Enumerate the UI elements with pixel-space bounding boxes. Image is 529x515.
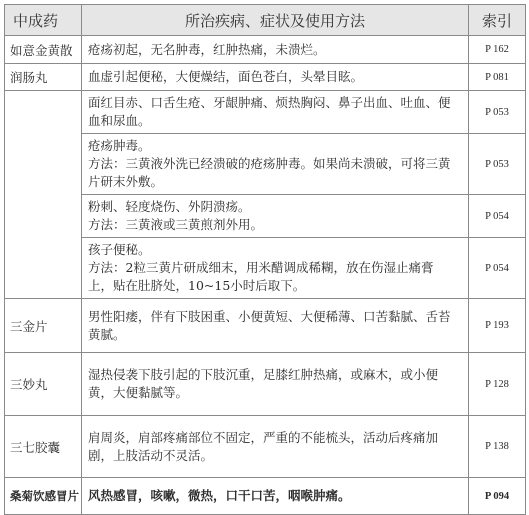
description-line: 片研末外敷。	[88, 174, 164, 189]
medicine-description	[82, 36, 469, 64]
medicine-description	[82, 299, 469, 353]
table-row	[5, 299, 526, 353]
medicine-table	[4, 4, 526, 515]
medicine-description	[82, 91, 469, 134]
description-line: 血虚引起便秘，大便燥结，面色苍白，头晕目眩。	[88, 69, 364, 84]
header-description: 所治疾病、症状及使用方法	[82, 5, 469, 36]
medicine-name: 三七胶囊	[5, 416, 82, 478]
table-row	[5, 478, 526, 515]
medicine-description	[82, 416, 469, 478]
medicine-description	[82, 195, 469, 238]
index-ref: P 054	[469, 195, 526, 238]
header-index: 索引	[469, 5, 526, 36]
medicine-name: 如意金黄散	[5, 36, 82, 64]
medicine-description	[82, 478, 469, 515]
table-row	[5, 353, 526, 416]
description-line: 孩子便秘。	[88, 242, 151, 257]
description-line: 肩周炎，肩部疼痛部位不固定，严重的不能梳头，活动后疼痛加	[88, 429, 439, 445]
description-line: 剧，上肢活动不灵活。	[88, 447, 214, 463]
table-row	[5, 416, 526, 478]
table-body	[5, 36, 526, 515]
index-ref: P 162	[469, 36, 526, 64]
medicine-description	[82, 238, 469, 299]
table-row	[5, 91, 526, 134]
index-ref: P 053	[469, 134, 526, 195]
description-line: 面红目赤、口舌生疮、牙龈肿痛、烦热胸闷、鼻子出血、吐血、便	[88, 95, 451, 110]
description-line: 方法：2粒三黄片研成细末，用米醋调成稀糊，放在伤湿止痛膏	[88, 260, 434, 275]
index-ref: P 094	[469, 478, 526, 515]
description-line: 血和尿血。	[88, 113, 151, 128]
table-row	[5, 36, 526, 64]
description-line: 上，贴在肚脐处，10~15小时后取下。	[88, 278, 306, 293]
index-ref: P 128	[469, 353, 526, 416]
description-line: 方法：三黄液外洗已经溃破的疮疡肿毒。如果尚未溃破，可将三黄	[88, 156, 451, 171]
header-name: 中成药	[5, 5, 82, 36]
table-row	[5, 195, 526, 238]
index-ref: P 054	[469, 238, 526, 299]
index-ref: P 138	[469, 416, 526, 478]
description-line: 方法：三黄液或三黄煎剂外用。	[88, 217, 264, 232]
description-line: 疮疡肿毒。	[88, 138, 151, 153]
index-ref: P 193	[469, 299, 526, 353]
description-line: 疮疡初起，无名肿毒，红肿热痛，未溃烂。	[88, 41, 326, 57]
description-line: 黄，大便黏腻等。	[88, 385, 189, 400]
table-row	[5, 134, 526, 195]
description-line: 风热感冒，咳嗽，微热，口干口苦，咽喉肿痛。	[88, 488, 351, 503]
medicine-name: 三妙丸	[5, 353, 82, 416]
medicine-description	[82, 64, 469, 91]
description-line: 粉刺、轻度烧伤、外阴溃疡。	[88, 199, 251, 214]
table-row	[5, 64, 526, 91]
medicine-name: 三金片	[5, 299, 82, 353]
medicine-name: 润肠丸	[5, 64, 82, 91]
description-line: 黄腻。	[88, 326, 126, 342]
medicine-description	[82, 134, 469, 195]
medicine-description	[82, 353, 469, 416]
medicine-name: 桑菊饮感冒片	[5, 478, 82, 515]
index-ref: P 081	[469, 64, 526, 91]
index-ref: P 053	[469, 91, 526, 134]
header-row	[5, 5, 526, 36]
description-line: 湿热侵袭下肢引起的下肢沉重，足膝红肿热痛，或麻木，或小便	[88, 367, 439, 382]
description-line: 男性阳痿，伴有下肢困重、小便黄短、大便稀薄、口苦黏腻、舌苔	[88, 308, 451, 324]
table-row	[5, 238, 526, 299]
medicine-name	[5, 91, 82, 299]
